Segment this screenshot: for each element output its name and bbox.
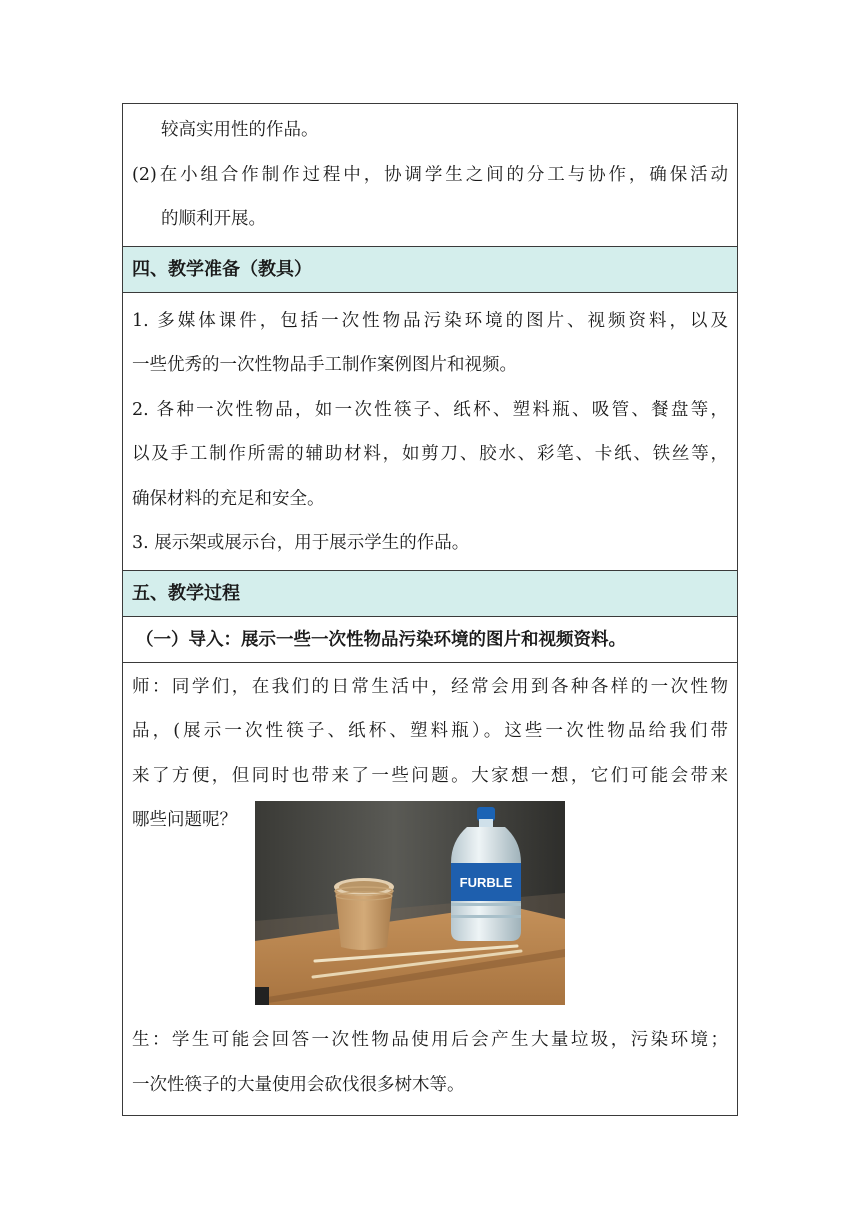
intro-line: 的顺利开展。 <box>161 209 266 229</box>
intro-cell <box>123 104 737 246</box>
section-heading-preparation: 四、教学准备（教具） <box>123 246 737 292</box>
teacher-line: 哪些问题呢？ <box>132 810 237 830</box>
teacher-line: 品，(展示一次性筷子、纸杯、塑料瓶）。这些一次性物品给我们带 <box>132 721 728 741</box>
bottle-label: FURBLE <box>459 875 513 890</box>
teacher-line: 师：同学们，在我们的日常生活中，经常会用到各种各样的一次性物 <box>132 676 728 697</box>
process-cell <box>123 662 737 1116</box>
preparation-line: 确保材料的充足和安全。 <box>132 488 325 509</box>
preparation-line: 一些优秀的一次性物品手工制作案例图片和视频。 <box>132 355 517 375</box>
question-with-photo <box>132 798 728 1004</box>
teacher-line: 来了方便，但同时也带来了一些问题。大家想一想，它们可能会带来 <box>132 765 728 786</box>
section-heading-process: 五、教学过程 <box>123 570 737 616</box>
disposable-items-photo <box>255 801 565 1005</box>
preparation-line: 3. 展示架或展示台，用于展示学生的作品。 <box>132 533 470 553</box>
preparation-cell <box>123 292 737 570</box>
preparation-line: 1. 多媒体课件，包括一次性物品污染环境的图片、视频资料，以及 <box>132 310 728 331</box>
lesson-plan-table <box>122 103 738 1116</box>
preparation-line: 以及手工制作所需的辅助材料，如剪刀、胶水、彩笔、卡纸、铁丝等， <box>132 444 728 464</box>
student-line: 生：学生可能会回答一次性物品使用后会产生大量垃圾，污染环境； <box>132 1030 728 1050</box>
preparation-line: 2. 各种一次性物品，如一次性筷子、纸杯、塑料瓶、吸管、餐盘等， <box>132 399 728 420</box>
subsection-heading-intro: （一）导入：展示一些一次性物品污染环境的图片和视频资料。 <box>123 616 737 662</box>
intro-line: (2)在小组合作制作过程中，协调学生之间的分工与协作，确保活动 <box>132 164 728 185</box>
intro-line: 较高实用性的作品。 <box>161 120 319 140</box>
student-line: 一次性筷子的大量使用会砍伐很多树木等。 <box>132 1074 465 1095</box>
